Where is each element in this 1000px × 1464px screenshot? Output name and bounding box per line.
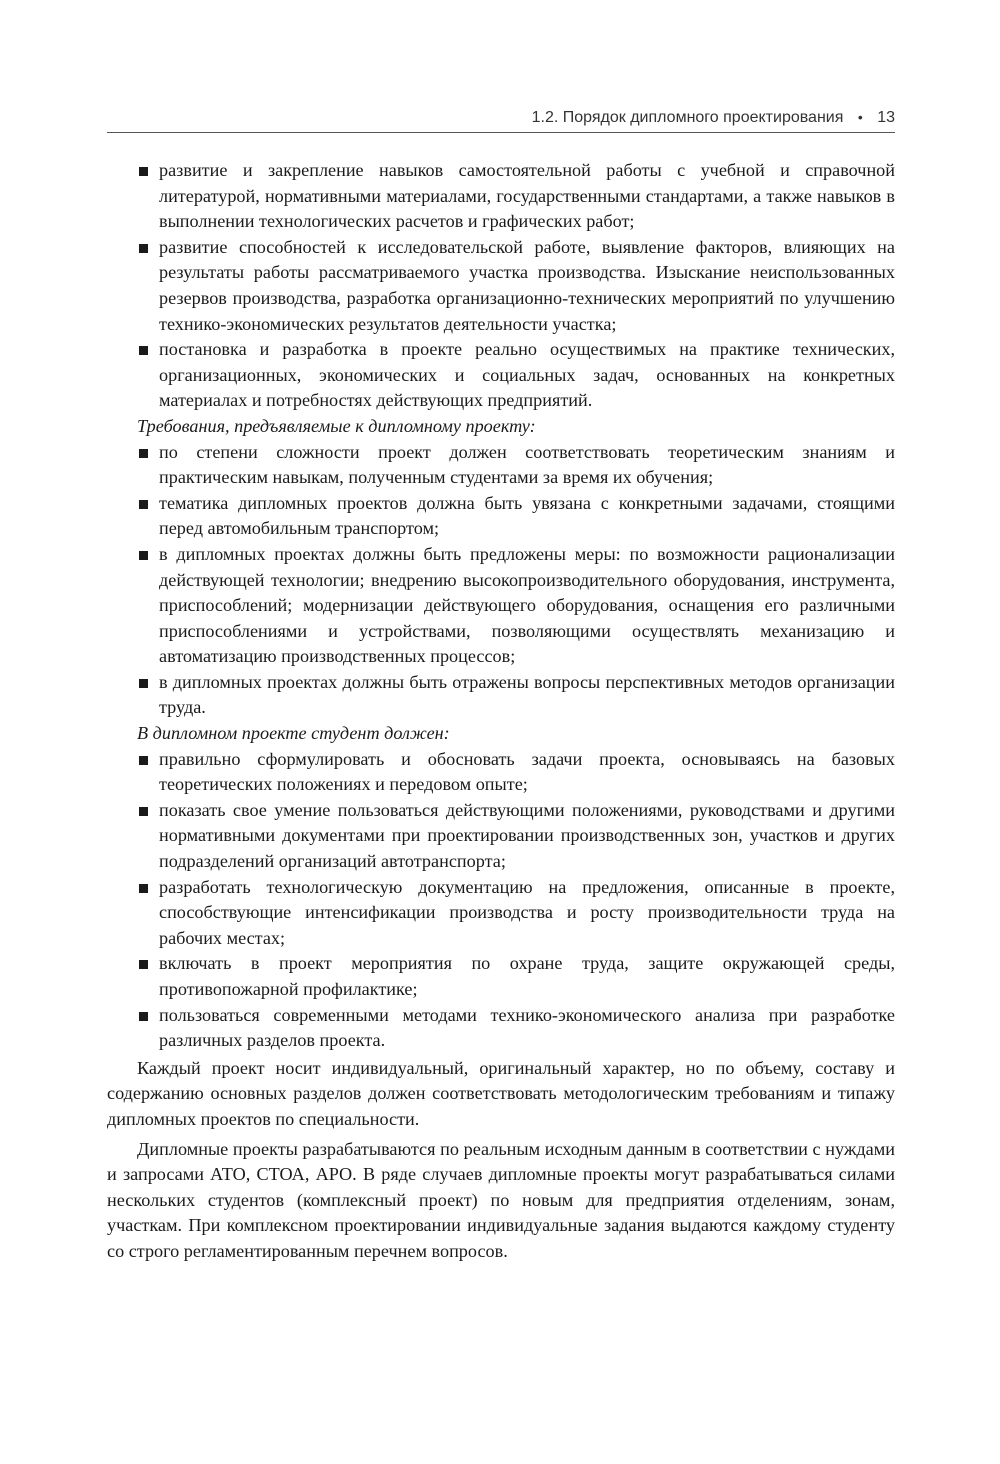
- list-item-text: развитие способностей к исследовательской работе, выявление факторов, влияющих на результаты работы рассматриваемого участка производства. Изыскание неиспользованных резервов производства, разработка организационно-технических мероприятий по улучшению технико-экономических результатов деятельности участка;: [159, 236, 895, 334]
- square-bullet-icon: [139, 960, 148, 969]
- square-bullet-icon: [139, 551, 148, 560]
- list-item: [107, 670, 895, 721]
- body-paragraph: Каждый проект носит индивидуальный, оригинальный характер, но по объему, составу и содержанию основных разделов должен соответствовать методологическим требованиям и типажу дипломных проектов по специальности.: [107, 1057, 895, 1129]
- square-bullet-icon: [139, 244, 148, 253]
- list-item: [107, 491, 895, 542]
- running-header: [107, 106, 895, 133]
- list-item: [107, 798, 895, 875]
- list-item-text: включать в проект мероприятия по охране труда, защите окружающей среды, противопожарной профилактике;: [159, 953, 895, 999]
- list-item: [107, 747, 895, 798]
- list-item: [107, 951, 895, 1002]
- square-bullet-icon: [139, 1012, 148, 1021]
- header-separator: •: [857, 109, 863, 125]
- square-bullet-icon: [139, 167, 148, 176]
- square-bullet-icon: [139, 756, 148, 765]
- list-item-text: правильно сформулировать и обосновать задачи проекта, основываясь на базовых теоретических положениях и передовом опыте;: [159, 748, 895, 795]
- page-body: [107, 158, 895, 1265]
- list-item-text: развитие и закрепление навыков самостоятельной работы с учебной и справочной литературой, нормативными материалами, государственными стандартами, а также навыков в выполнении технологических расчетов и графических работ;: [159, 160, 895, 232]
- list-item: [107, 158, 895, 235]
- body-paragraph: Дипломные проекты разрабатываются по реальным исходным данным в соответствии с нуждами и запросами АТО, СТОА, АРО. В ряде случаев дипломные проекты могут разрабатываться силами нескольких студентов (комплексный проект) по новым для предприятия отделениям, зонам, участкам. При комплексном проектировании индивидуальные задания выдаются каждому студенту со строго регламентированным перечнем вопросов.: [107, 1138, 895, 1261]
- section-title: 1.2. Порядок дипломного проектирования: [531, 109, 844, 126]
- list-item-text: пользоваться современными методами технико-экономического анализа при разработке различных разделов проекта.: [159, 1004, 895, 1051]
- square-bullet-icon: [139, 449, 148, 458]
- list-item-text: показать свое умение пользоваться действующими положениями, руководствами и другими нормативными документами при проектировании производственных зон, участков и других подразделений организаций автотранспорта;: [159, 799, 895, 872]
- square-bullet-icon: [139, 346, 148, 355]
- list-item-text: в дипломных проектах должны быть отражены вопросы перспективных методов организации труда.: [159, 671, 895, 718]
- list-item-text: по степени сложности проект должен соответствовать теоретическим знаниям и практическим навыкам, полученным студентами за время их обучения;: [159, 441, 895, 488]
- list-item: [107, 1003, 895, 1054]
- list-item-text: в дипломных проектах должны быть предложены меры: по возможности рационализации действующей технологии; внедрению высокопроизводительного оборудования, инструмента, приспособлений; модернизации действующего оборудования, оснащения его различными приспособлениями и устройствами, позволяющими осуществлять механизацию и автоматизацию производственных процессов;: [159, 543, 895, 667]
- list-item-text: постановка и разработка в проекте реально осуществимых на практике технических, организационных, экономических и социальных задач, основанных на конкретных материалах и потребностях действующих предприятий.: [159, 339, 895, 411]
- list-item-text: разработать технологическую документацию на предложения, описанные в проекте, способствующие интенсификации производства и росту производительности труда на рабочих местах;: [159, 876, 895, 948]
- student-duties-list: [107, 747, 895, 1054]
- subheading-requirements: Требования, предъявляемые к дипломному проекту:: [137, 415, 536, 436]
- list-item: [107, 337, 895, 414]
- square-bullet-icon: [139, 884, 148, 893]
- list-item: [107, 440, 895, 491]
- square-bullet-icon: [139, 500, 148, 509]
- list-item: [107, 542, 895, 670]
- list-item: [107, 875, 895, 952]
- requirements-list: [107, 440, 895, 722]
- subheading-student-duties: В дипломном проекте студент должен:: [137, 723, 450, 744]
- square-bullet-icon: [139, 679, 148, 688]
- square-bullet-icon: [139, 807, 148, 816]
- goals-list: [107, 158, 895, 414]
- list-item-text: тематика дипломных проектов должна быть увязана с конкретными задачами, стоящими перед автомобильным транспортом;: [159, 492, 895, 539]
- list-item: [107, 235, 895, 337]
- page-number: 13: [877, 109, 895, 126]
